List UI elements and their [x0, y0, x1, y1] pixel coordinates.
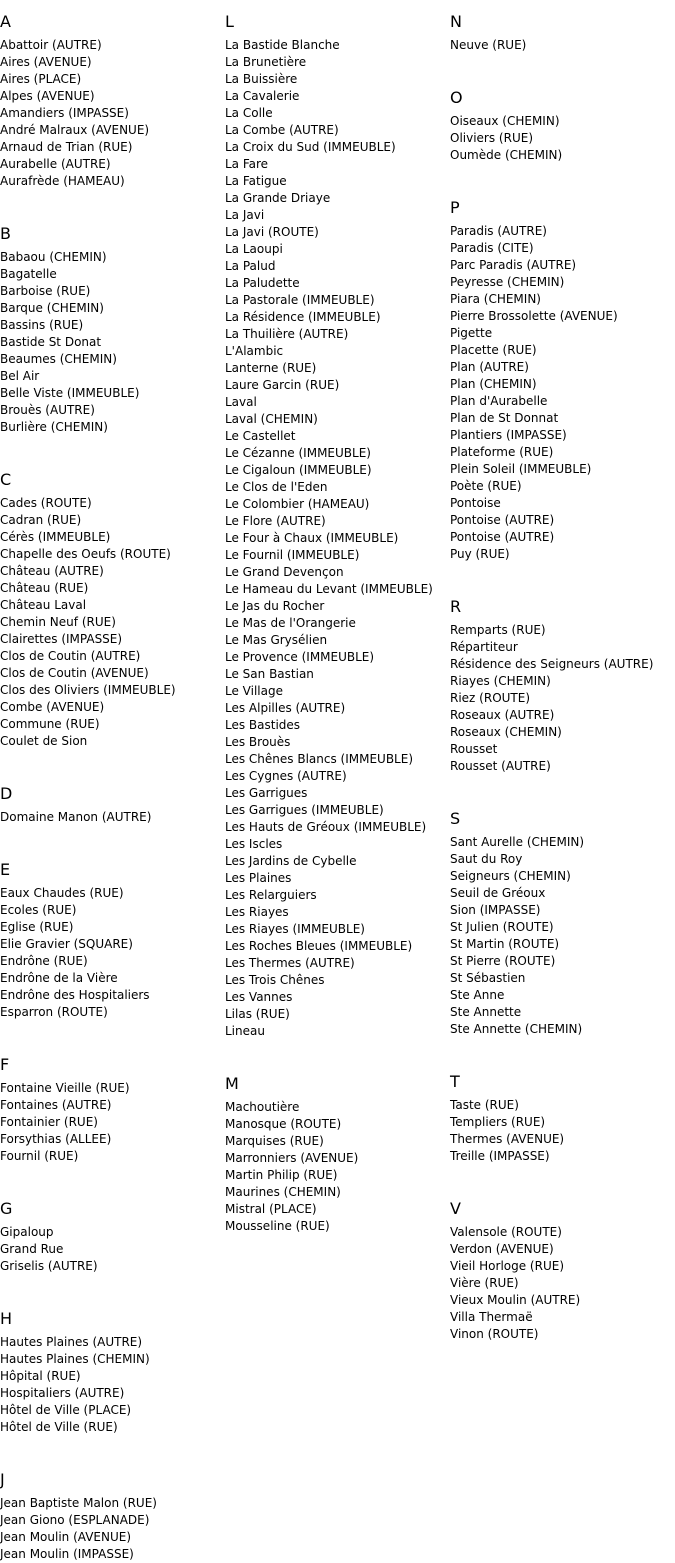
- street-list-item[interactable]: Taste (RUE): [450, 1098, 519, 1112]
- street-list-item[interactable]: Le Colombier (HAMEAU): [225, 497, 370, 511]
- street-list-item[interactable]: Brouès (AUTRE): [0, 403, 95, 417]
- street-list: [450, 1097, 675, 1165]
- section-spacer: [0, 750, 225, 772]
- street-list-item[interactable]: Plan (CHEMIN): [450, 377, 537, 391]
- street-list-item[interactable]: La Laoupi: [225, 242, 283, 256]
- street-list-item[interactable]: Lineau: [225, 1024, 265, 1038]
- street-list-item[interactable]: La Thuilière (AUTRE): [225, 327, 349, 341]
- street-list: [0, 809, 225, 826]
- street-list-item[interactable]: Vinon (ROUTE): [450, 1327, 539, 1341]
- street-list-item[interactable]: Plateforme (RUE): [450, 445, 554, 459]
- street-list-item[interactable]: St Pierre (ROUTE): [450, 954, 556, 968]
- street-list-item[interactable]: La Pastorale (IMMEUBLE): [225, 293, 375, 307]
- section-letter-heading: R: [450, 597, 462, 616]
- street-list: [450, 223, 675, 563]
- street-list-item[interactable]: Lanterne (RUE): [225, 361, 317, 375]
- street-list-item[interactable]: Seuil de Gréoux: [450, 886, 546, 900]
- street-list-item[interactable]: Bagatelle: [0, 267, 57, 281]
- letter-section: [450, 76, 675, 164]
- street-list-item[interactable]: Le Mas de l'Orangerie: [225, 616, 356, 630]
- street-list-item[interactable]: Hôtel de Ville (PLACE): [0, 1403, 132, 1417]
- street-list: [450, 834, 675, 1038]
- section-spacer: [0, 1436, 225, 1458]
- street-list-item[interactable]: Aires (PLACE): [0, 72, 82, 86]
- street-list-item[interactable]: Fournil (RUE): [0, 1149, 79, 1163]
- street-list-item[interactable]: St Martin (ROUTE): [450, 937, 560, 951]
- letter-section: [450, 1060, 675, 1165]
- street-list-item[interactable]: Marronniers (AVENUE): [225, 1151, 359, 1165]
- street-list-item[interactable]: Oliviers (RUE): [450, 131, 533, 145]
- street-list-item[interactable]: Aurabelle (AUTRE): [0, 157, 111, 171]
- street-list-item[interactable]: St Julien (ROUTE): [450, 920, 554, 934]
- street-list-item[interactable]: Peyresse (CHEMIN): [450, 275, 565, 289]
- street-list-item[interactable]: Pontoise: [450, 496, 501, 510]
- street-list-item[interactable]: Cadran (RUE): [0, 513, 82, 527]
- street-list-item[interactable]: Maurines (CHEMIN): [225, 1185, 341, 1199]
- street-list: [225, 1099, 450, 1235]
- street-list-item[interactable]: Jean Baptiste Malon (RUE): [0, 1496, 157, 1510]
- letter-section: [0, 772, 225, 826]
- street-list-item[interactable]: Templiers (RUE): [450, 1115, 546, 1129]
- street-list-item[interactable]: Vière (RUE): [450, 1276, 519, 1290]
- street-list-item[interactable]: Mistral (PLACE): [225, 1202, 317, 1216]
- street-list: [0, 249, 225, 436]
- street-list-item[interactable]: Les Bastides: [225, 718, 301, 732]
- section-spacer: [0, 190, 225, 212]
- street-list-item[interactable]: La Fare: [225, 157, 269, 171]
- street-list: [450, 622, 675, 775]
- street-list: [0, 37, 225, 190]
- letter-section: [450, 186, 675, 563]
- letter-section: [450, 0, 675, 54]
- street-list-item[interactable]: Pigette: [450, 326, 493, 340]
- street-list-item[interactable]: Marquises (RUE): [225, 1134, 324, 1148]
- street-list-item[interactable]: Clos de Coutin (AVENUE): [0, 666, 149, 680]
- street-list: [0, 885, 225, 1021]
- section-spacer: [0, 826, 225, 848]
- street-list-item[interactable]: Jean Moulin (IMPASSE): [0, 1547, 134, 1561]
- section-letter-heading: M: [225, 1074, 239, 1093]
- street-list-item[interactable]: Le Grand Devençon: [225, 565, 344, 579]
- street-list-item[interactable]: Manosque (ROUTE): [225, 1117, 342, 1131]
- street-list: [0, 1495, 225, 1563]
- street-list-item[interactable]: La Buissière: [225, 72, 298, 86]
- street-list-item[interactable]: Aires (AVENUE): [0, 55, 92, 69]
- street-list-item[interactable]: Le Flore (AUTRE): [225, 514, 326, 528]
- street-list-item[interactable]: Commune (RUE): [0, 717, 100, 731]
- street-list-item[interactable]: Plan (AUTRE): [450, 360, 529, 374]
- street-list-item[interactable]: Le Hameau du Levant (IMMEUBLE): [225, 582, 433, 596]
- street-list-item[interactable]: Chemin Neuf (RUE): [0, 615, 116, 629]
- section-letter-heading: H: [0, 1309, 13, 1328]
- street-list-item[interactable]: La Javi (ROUTE): [225, 225, 319, 239]
- street-list-item[interactable]: Les Vannes: [225, 990, 293, 1004]
- letter-section: [450, 1187, 675, 1343]
- street-list: [450, 1224, 675, 1343]
- street-list-item[interactable]: Verdon (AVENUE): [450, 1242, 554, 1256]
- street-list-item[interactable]: Endrône des Hospitaliers: [0, 988, 150, 1002]
- street-list-item[interactable]: Parc Paradis (AUTRE): [450, 258, 577, 272]
- street-list-item[interactable]: Barboise (RUE): [0, 284, 91, 298]
- street-list-item[interactable]: Martin Philip (RUE): [225, 1168, 338, 1182]
- street-list-item[interactable]: Babaou (CHEMIN): [0, 250, 107, 264]
- street-list-item[interactable]: Sant Aurelle (CHEMIN): [450, 835, 585, 849]
- street-list-item[interactable]: Les Iscles: [225, 837, 283, 851]
- street-list-item[interactable]: Pierre Brossolette (AVENUE): [450, 309, 618, 323]
- section-letter-heading: N: [450, 12, 462, 31]
- street-list-item[interactable]: Placette (RUE): [450, 343, 537, 357]
- street-list-item[interactable]: Le Provence (IMMEUBLE): [225, 650, 375, 664]
- street-list-item[interactable]: Eglise (RUE): [0, 920, 74, 934]
- section-letter-heading: F: [0, 1055, 10, 1074]
- street-list-item[interactable]: La Palud: [225, 259, 276, 273]
- street-list-item[interactable]: Laval (CHEMIN): [225, 412, 318, 426]
- street-list-item[interactable]: Hautes Plaines (AUTRE): [0, 1335, 143, 1349]
- street-list-item[interactable]: Hôpital (RUE): [0, 1369, 81, 1383]
- street-list-item[interactable]: Valensole (ROUTE): [450, 1225, 562, 1239]
- section-letter-heading: G: [0, 1199, 13, 1218]
- street-list-item[interactable]: Thermes (AVENUE): [450, 1132, 565, 1146]
- street-list-item[interactable]: Château Laval: [0, 598, 87, 612]
- street-list-item[interactable]: Villa Thermaë: [450, 1310, 533, 1324]
- street-list-item[interactable]: Belle Viste (IMMEUBLE): [0, 386, 140, 400]
- street-list: [0, 1334, 225, 1436]
- street-list-item[interactable]: Beaumes (CHEMIN): [0, 352, 117, 366]
- column-2: [225, 0, 450, 1235]
- street-list-item[interactable]: Le Fournil (IMMEUBLE): [225, 548, 360, 562]
- street-list-item[interactable]: Forsythias (ALLEE): [0, 1132, 112, 1146]
- letter-section: [0, 1297, 225, 1436]
- street-list-item[interactable]: Ste Annette (CHEMIN): [450, 1022, 583, 1036]
- street-list-item[interactable]: Paradis (CITE): [450, 241, 534, 255]
- letter-section: [450, 797, 675, 1038]
- street-list-item[interactable]: Hospitaliers (AUTRE): [0, 1386, 125, 1400]
- street-list-item[interactable]: Répartiteur: [450, 640, 518, 654]
- street-list-item[interactable]: La Javi: [225, 208, 265, 222]
- street-list-item[interactable]: La Fatigue: [225, 174, 287, 188]
- street-list-item[interactable]: Paradis (AUTRE): [450, 224, 547, 238]
- street-list-item[interactable]: La Cavalerie: [225, 89, 300, 103]
- street-list-item[interactable]: La Grande Driaye: [225, 191, 331, 205]
- section-spacer: [450, 54, 675, 76]
- street-list-item[interactable]: Domaine Manon (AUTRE): [0, 810, 152, 824]
- letter-section: [225, 0, 450, 1040]
- street-list-item[interactable]: Les Garrigues: [225, 786, 308, 800]
- street-list-item[interactable]: Jean Moulin (AVENUE): [0, 1530, 132, 1544]
- street-list-item[interactable]: Coulet de Sion: [0, 734, 88, 748]
- section-letter-heading: D: [0, 784, 13, 803]
- street-list-item[interactable]: André Malraux (AVENUE): [0, 123, 150, 137]
- street-list-item[interactable]: Les Chênes Blancs (IMMEUBLE): [225, 752, 414, 766]
- section-letter-heading: O: [450, 88, 463, 107]
- street-list-item[interactable]: Bastide St Donat: [0, 335, 102, 349]
- street-list-item[interactable]: Bassins (RUE): [0, 318, 84, 332]
- street-list-item[interactable]: Plein Soleil (IMMEUBLE): [450, 462, 592, 476]
- street-list: [225, 37, 450, 1040]
- section-spacer: [0, 1275, 225, 1297]
- street-list-item[interactable]: Le Village: [225, 684, 283, 698]
- street-list-item[interactable]: Le Castellet: [225, 429, 296, 443]
- street-list-item[interactable]: Les Alpilles (AUTRE): [225, 701, 346, 715]
- street-list-item[interactable]: Chapelle des Oeufs (ROUTE): [0, 547, 171, 561]
- street-list-item[interactable]: Plan de St Donnat: [450, 411, 559, 425]
- section-spacer: [450, 563, 675, 585]
- street-list-item[interactable]: Clairettes (IMPASSE): [0, 632, 123, 646]
- letter-section: [0, 0, 225, 190]
- street-list-item[interactable]: Riez (ROUTE): [450, 691, 531, 705]
- street-list-item[interactable]: Les Relarguiers: [225, 888, 317, 902]
- street-list-item[interactable]: Rousset (AUTRE): [450, 759, 551, 773]
- section-spacer: [0, 436, 225, 458]
- street-list-item[interactable]: Les Cygnes (AUTRE): [225, 769, 347, 783]
- letter-section: [0, 1458, 225, 1563]
- letter-section: [450, 585, 675, 775]
- letter-section: [0, 458, 225, 750]
- street-list: [450, 113, 675, 164]
- street-list-item[interactable]: Abattoir (AUTRE): [0, 38, 102, 52]
- street-list-item[interactable]: Lilas (RUE): [225, 1007, 290, 1021]
- section-spacer: [0, 1021, 225, 1043]
- street-list-item[interactable]: Rousset: [450, 742, 498, 756]
- street-list-item[interactable]: Alpes (AVENUE): [0, 89, 95, 103]
- street-list-item[interactable]: Plantiers (IMPASSE): [450, 428, 567, 442]
- street-list-item[interactable]: Laure Garcin (RUE): [225, 378, 340, 392]
- street-list-item[interactable]: Vieux Moulin (AUTRE): [450, 1293, 581, 1307]
- section-letter-heading: A: [0, 12, 11, 31]
- street-list-item[interactable]: St Sébastien: [450, 971, 526, 985]
- street-list-item[interactable]: Les Brouès: [225, 735, 291, 749]
- street-list-item[interactable]: Grand Rue: [0, 1242, 64, 1256]
- street-list-item[interactable]: Les Riayes: [225, 905, 289, 919]
- street-list-item[interactable]: Endrône (RUE): [0, 954, 88, 968]
- street-list-item[interactable]: Jean Giono (ESPLANADE): [0, 1513, 150, 1527]
- section-spacer: [450, 164, 675, 186]
- column-3: [450, 0, 675, 1343]
- street-list-item[interactable]: Les Roches Bleues (IMMEUBLE): [225, 939, 413, 953]
- street-list-item[interactable]: Barque (CHEMIN): [0, 301, 104, 315]
- street-list-item[interactable]: Clos des Oliviers (IMMEUBLE): [0, 683, 176, 697]
- street-list-item[interactable]: Endrône de la Vière: [0, 971, 118, 985]
- street-list-item[interactable]: La Paludette: [225, 276, 300, 290]
- street-list-item[interactable]: Château (RUE): [0, 581, 89, 595]
- street-list-item[interactable]: Les Trois Chênes: [225, 973, 325, 987]
- street-list-item[interactable]: Le Mas Grysélien: [225, 633, 328, 647]
- street-list-item[interactable]: Les Riayes (IMMEUBLE): [225, 922, 365, 936]
- street-list-item[interactable]: Ecoles (RUE): [0, 903, 77, 917]
- section-spacer: [225, 1040, 450, 1062]
- street-list-item[interactable]: Laval: [225, 395, 257, 409]
- street-list-item[interactable]: Fontainier (RUE): [0, 1115, 98, 1129]
- street-list-item[interactable]: Remparts (RUE): [450, 623, 546, 637]
- street-list-item[interactable]: La Combe (AUTRE): [225, 123, 339, 137]
- street-list-item[interactable]: Cérès (IMMEUBLE): [0, 530, 111, 544]
- street-list-item[interactable]: Le Cigaloun (IMMEUBLE): [225, 463, 372, 477]
- street-list-item[interactable]: Griselis (AUTRE): [0, 1259, 98, 1273]
- street-list-item[interactable]: Ste Anne: [450, 988, 505, 1002]
- letter-section: [225, 1062, 450, 1235]
- street-list-item[interactable]: Vieil Horloge (RUE): [450, 1259, 564, 1273]
- street-list-item[interactable]: Gipaloup: [0, 1225, 54, 1239]
- street-list-item[interactable]: Combe (AVENUE): [0, 700, 105, 714]
- street-list-item[interactable]: Le Jas du Rocher: [225, 599, 325, 613]
- section-letter-heading: P: [450, 198, 460, 217]
- letter-section: [0, 1043, 225, 1165]
- street-list-item[interactable]: Plan d'Aurabelle: [450, 394, 548, 408]
- street-list-item[interactable]: La Résidence (IMMEUBLE): [225, 310, 381, 324]
- street-list-item[interactable]: Saut du Roy: [450, 852, 523, 866]
- street-list-item[interactable]: Sion (IMPASSE): [450, 903, 541, 917]
- street-list-item[interactable]: Le Cézanne (IMMEUBLE): [225, 446, 371, 460]
- street-list-item[interactable]: Roseaux (AUTRE): [450, 708, 555, 722]
- street-list-item[interactable]: Le Four à Chaux (IMMEUBLE): [225, 531, 399, 545]
- section-spacer: [450, 1165, 675, 1187]
- column-1: [0, 0, 225, 1563]
- street-list-item[interactable]: Aurafrède (HAMEAU): [0, 174, 125, 188]
- street-list-item[interactable]: Clos de Coutin (AUTRE): [0, 649, 141, 663]
- street-list-item[interactable]: Mousseline (RUE): [225, 1219, 330, 1233]
- section-letter-heading: S: [450, 809, 461, 828]
- street-list: [0, 1080, 225, 1165]
- street-list-item[interactable]: Bel Air: [0, 369, 40, 383]
- street-list-item[interactable]: Le Clos de l'Eden: [225, 480, 328, 494]
- street-list-item[interactable]: La Colle: [225, 106, 273, 120]
- street-list: [450, 37, 675, 54]
- street-list-item[interactable]: Amandiers (IMPASSE): [0, 106, 129, 120]
- section-letter-heading: T: [450, 1072, 460, 1091]
- street-list: [0, 495, 225, 750]
- street-list-item[interactable]: La Croix du Sud (IMMEUBLE): [225, 140, 396, 154]
- street-list-item[interactable]: Les Plaines: [225, 871, 292, 885]
- street-list-item[interactable]: Roseaux (CHEMIN): [450, 725, 562, 739]
- street-list-item[interactable]: La Bastide Blanche: [225, 38, 340, 52]
- street-list-item[interactable]: Hautes Plaines (CHEMIN): [0, 1352, 150, 1366]
- street-list: [0, 1224, 225, 1275]
- letter-section: [0, 848, 225, 1021]
- street-list-item[interactable]: Neuve (RUE): [450, 38, 527, 52]
- street-list-item[interactable]: Arnaud de Trian (RUE): [0, 140, 133, 154]
- letter-section: [0, 1187, 225, 1275]
- street-list-item[interactable]: Seigneurs (CHEMIN): [450, 869, 571, 883]
- street-list-item[interactable]: Hôtel de Ville (RUE): [0, 1420, 118, 1434]
- street-list-item[interactable]: Fontaine Vieille (RUE): [0, 1081, 130, 1095]
- street-list-item[interactable]: Elie Gravier (SQUARE): [0, 937, 133, 951]
- street-list-item[interactable]: Fontaines (AUTRE): [0, 1098, 112, 1112]
- street-list-item[interactable]: Puy (RUE): [450, 547, 510, 561]
- street-list-item[interactable]: Riayes (CHEMIN): [450, 674, 551, 688]
- street-list-item[interactable]: Pontoise (AUTRE): [450, 513, 555, 527]
- street-list-item[interactable]: Eaux Chaudes (RUE): [0, 886, 124, 900]
- section-letter-heading: C: [0, 470, 12, 489]
- section-spacer: [450, 775, 675, 797]
- street-list-item[interactable]: Ste Annette: [450, 1005, 522, 1019]
- section-spacer: [0, 1165, 225, 1187]
- street-list-item[interactable]: Cades (ROUTE): [0, 496, 92, 510]
- section-letter-heading: V: [450, 1199, 461, 1218]
- street-list-item[interactable]: Château (AUTRE): [0, 564, 104, 578]
- street-list-item[interactable]: Burlière (CHEMIN): [0, 420, 108, 434]
- street-list-item[interactable]: Les Thermes (AUTRE): [225, 956, 355, 970]
- letter-section: [0, 212, 225, 436]
- street-list-item[interactable]: Les Garrigues (IMMEUBLE): [225, 803, 384, 817]
- street-list-item[interactable]: Résidence des Seigneurs (AUTRE): [450, 657, 654, 671]
- street-list-item[interactable]: L'Alambic: [225, 344, 284, 358]
- section-spacer: [450, 1038, 675, 1060]
- street-list-item[interactable]: Le San Bastian: [225, 667, 314, 681]
- street-list-item[interactable]: Les Hauts de Gréoux (IMMEUBLE): [225, 820, 427, 834]
- street-list-item[interactable]: Pontoise (AUTRE): [450, 530, 555, 544]
- section-letter-heading: J: [0, 1470, 5, 1489]
- section-letter-heading: L: [225, 12, 234, 31]
- street-list-item[interactable]: Esparron (ROUTE): [0, 1005, 108, 1019]
- section-letter-heading: E: [0, 860, 11, 879]
- street-list-item[interactable]: Machoutière: [225, 1100, 300, 1114]
- street-list-item[interactable]: Oumède (CHEMIN): [450, 148, 563, 162]
- street-list-item[interactable]: Poète (RUE): [450, 479, 522, 493]
- street-list-item[interactable]: Piara (CHEMIN): [450, 292, 541, 306]
- street-list-item[interactable]: Treille (IMPASSE): [450, 1149, 550, 1163]
- street-list-item[interactable]: La Brunetière: [225, 55, 307, 69]
- street-list-item[interactable]: Oiseaux (CHEMIN): [450, 114, 560, 128]
- section-letter-heading: B: [0, 224, 11, 243]
- street-list-item[interactable]: Les Jardins de Cybelle: [225, 854, 357, 868]
